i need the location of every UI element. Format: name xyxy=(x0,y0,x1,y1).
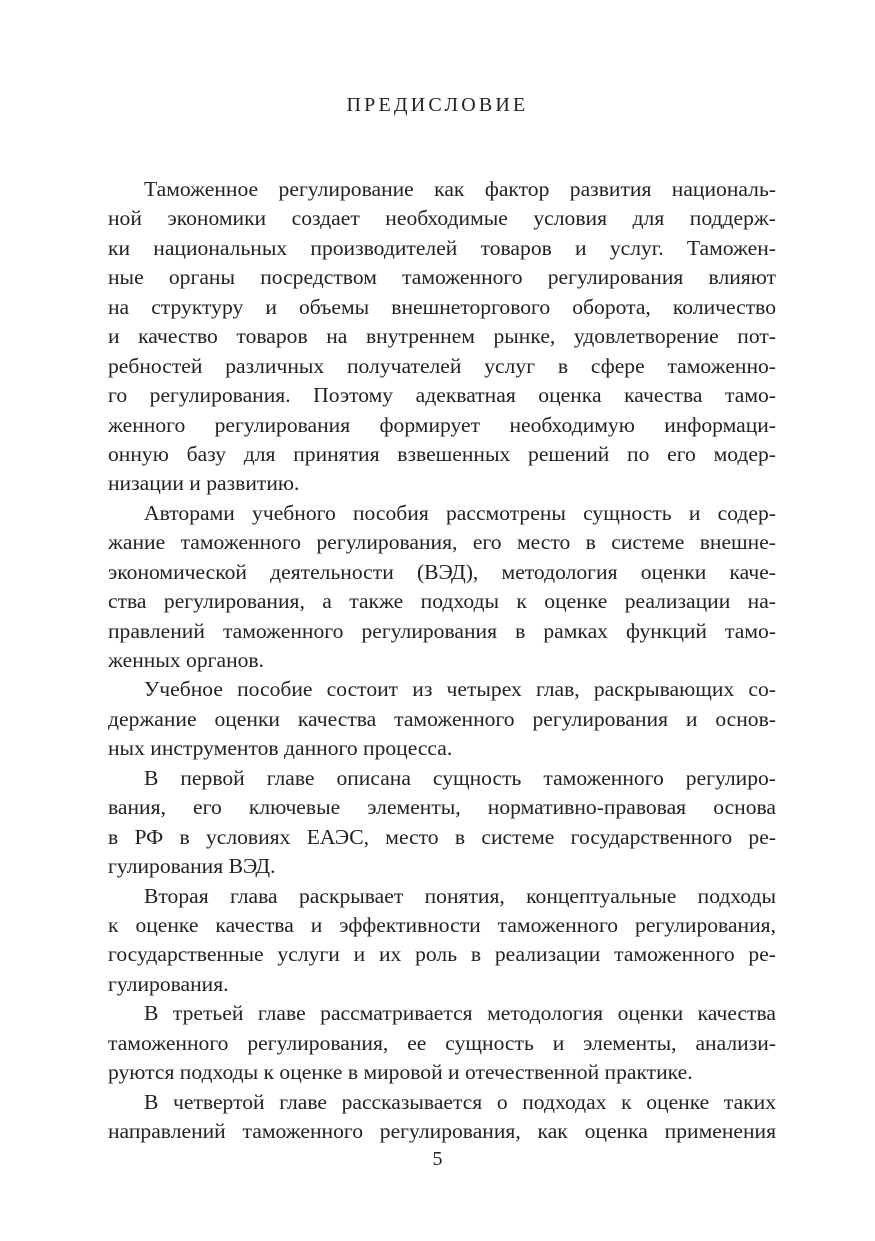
text-line: на структуру и объемы внешнеторгового оборота, количество xyxy=(108,294,776,319)
text-line: направлений таможенного регулирования, как оценка применения xyxy=(108,1119,776,1143)
text-line: экономической деятельности (ВЭД), методология оценки каче- xyxy=(108,559,776,584)
text-line: женных органов. xyxy=(108,648,265,672)
text-line: В первой главе описана сущность таможенного регулиро- xyxy=(144,765,776,790)
text-line: правлений таможенного регулирования в рамках функций тамо- xyxy=(108,618,776,643)
text-line: руются подходы к оценке в мировой и отечественной практике. xyxy=(108,1060,693,1085)
text-line: ной экономики создает необходимые условия для поддерж- xyxy=(108,206,776,231)
page-title: ПРЕДИСЛОВИЕ xyxy=(346,94,529,116)
text-line: ки национальных производителей товаров и услуг. Таможен- xyxy=(108,235,776,260)
text-line: гулирования. xyxy=(108,971,229,996)
text-line: таможенного регулирования, ее сущность и элементы, анализи- xyxy=(108,1030,776,1055)
text-line: держание оценки качества таможенного регулирования и основ- xyxy=(108,706,776,731)
text-line: ные органы посредством таможенного регулирования влияют xyxy=(108,265,776,290)
text-line: ства регулирования, а также подходы к оценке реализации на- xyxy=(108,589,776,614)
text-line: В четвертой главе рассказывается о подходах к оценке таких xyxy=(144,1089,776,1114)
text-line: онную базу для принятия взвешенных решений по его модер- xyxy=(108,441,776,466)
text-line: жание таможенного регулирования, его место в системе внешне- xyxy=(108,530,776,555)
text-line: гулирования ВЭД. xyxy=(108,854,276,879)
page-number: 5 xyxy=(432,1148,443,1170)
text-line: Учебное пособие состоит из четырех глав, раскрывающих со- xyxy=(144,677,776,702)
text-line: и качество товаров на внутреннем рынке, удовлетворение пот- xyxy=(108,324,776,349)
text-line: вания, его ключевые элементы, нормативно-правовая основа xyxy=(108,795,776,820)
text-line: ных инструментов данного процесса. xyxy=(108,736,453,761)
text-line: Вторая глава раскрывает понятия, концептуальные подходы xyxy=(144,883,776,908)
text-line: Авторами учебного пособия рассмотрены сущность и содер- xyxy=(144,500,776,525)
text-line: к оценке качества и эффективности таможенного регулирования, xyxy=(108,912,776,937)
text-line: низации и развитию. xyxy=(108,471,300,496)
text-line: государственные услуги и их роль в реализации таможенного ре- xyxy=(108,942,776,967)
text-line: ребностей различных получателей услуг в сфере таможенно- xyxy=(108,353,776,378)
body-text xyxy=(108,175,776,1146)
text-line: в РФ в условиях ЕАЭС, место в системе государственного ре- xyxy=(108,824,776,849)
text-line: женного регулирования формирует необходимую информаци- xyxy=(108,412,776,437)
text-line: В третьей главе рассматривается методология оценки качества xyxy=(144,1001,776,1026)
text-line: Таможенное регулирование как фактор развития националь- xyxy=(144,177,776,201)
text-line: го регулирования. Поэтому адекватная оценка качества тамо- xyxy=(108,383,776,408)
